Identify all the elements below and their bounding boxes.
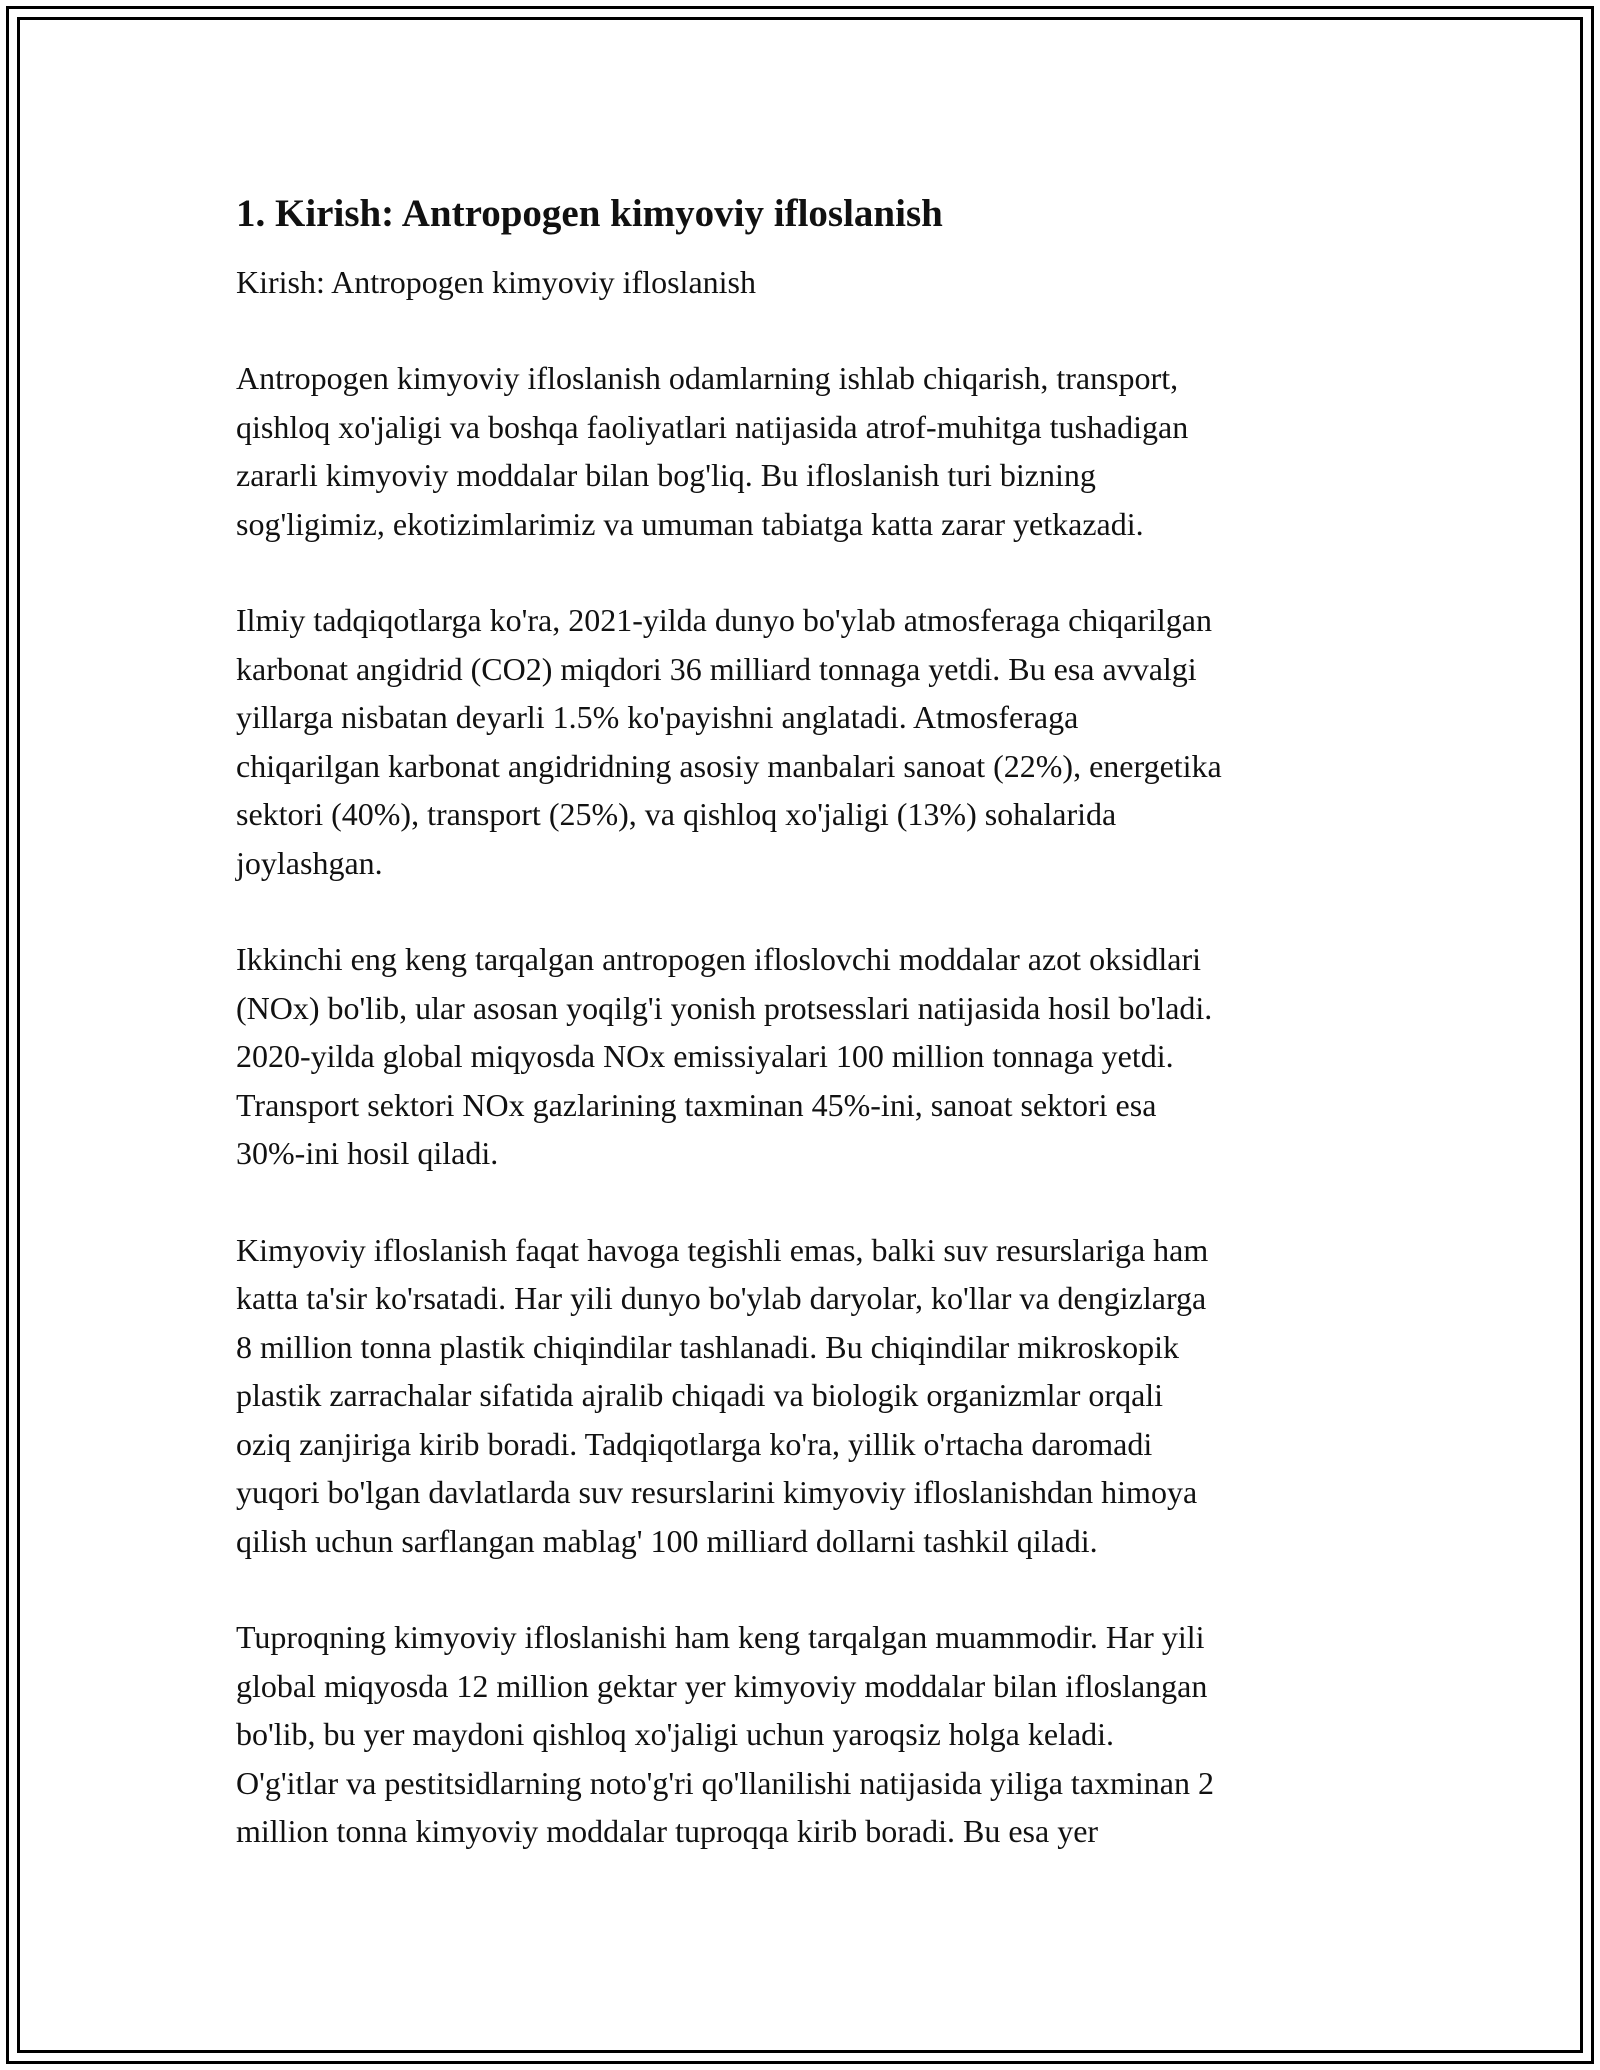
paragraph-line: zararli kimyoviy moddalar bilan bog'liq. Bu ifloslanish turi bizning	[236, 457, 1096, 493]
paragraph-line: Kimyoviy ifloslanish faqat havoga tegishli emas, balki suv resurslariga ham	[236, 1231, 1209, 1268]
paragraph-line: chiqarilgan karbonat angidridning asosiy manbalari sanoat (22%), energetika	[236, 747, 1222, 784]
paragraph-line: global miqyosda 12 million gektar yer kimyoviy moddalar bilan ifloslangan	[236, 1667, 1208, 1704]
paragraph-line: joylashgan.	[236, 844, 383, 881]
paragraph-1	[236, 354, 1376, 548]
paragraph-2	[236, 596, 1376, 887]
paragraph-line: Tuproqning kimyoviy ifloslanishi ham keng tarqalgan muammodir. Har yili	[236, 1619, 1205, 1655]
paragraph-line: Ilmiy tadqiqotlarga ko'ra, 2021-yilda dunyo bo'ylab atmosferaga chiqarilgan	[236, 602, 1212, 638]
paragraph-line: 30%-ini hosil qiladi.	[236, 1135, 499, 1171]
paragraph-line: oziq zanjiriga kirib boradi. Tadqiqotlarga ko'ra, yillik o'rtacha daromadi	[236, 1425, 1153, 1462]
paragraph-line: plastik zarrachalar sifatida ajralib chiqadi va biologik organizmlar orqali	[236, 1377, 1164, 1413]
paragraph-line: O'g'itlar va pestitsidlarning noto'g'ri qo'llanilishi natijasida yiliga taxminan 2	[236, 1764, 1214, 1801]
paragraph-line: sektori (40%), transport (25%), va qishloq xo'jaligi (13%) sohalarida	[236, 796, 1117, 832]
paragraph-line: 8 million tonna plastik chiqindilar tashlanadi. Bu chiqindilar mikroskopik	[236, 1328, 1179, 1365]
paragraph-5	[236, 1613, 1376, 1856]
paragraph-4	[236, 1226, 1376, 1566]
paragraph-line: qishloq xo'jaligi va boshqa faoliyatlari natijasida atrof-muhitga tushadigan	[236, 408, 1189, 445]
section-subtitle: Kirish: Antropogen kimyoviy ifloslanish	[236, 264, 756, 300]
paragraph-line: qilish uchun sarflangan mablag' 100 milliard dollarni tashkil qiladi.	[236, 1522, 1098, 1559]
section-heading: 1. Kirish: Antropogen kimyoviy ifloslanish	[236, 192, 943, 235]
paragraph-line: Antropogen kimyoviy ifloslanish odamlarning ishlab chiqarish, transport,	[236, 360, 1179, 396]
paragraph-line: yuqori bo'lgan davlatlarda suv resurslarini kimyoviy ifloslanishdan himoya	[236, 1474, 1198, 1510]
document-page	[236, 186, 1376, 1856]
paragraph-line: yillarga nisbatan deyarli 1.5% ko'payishni anglatadi. Atmosferaga	[236, 699, 1079, 735]
paragraph-line: (NOx) bo'lib, ular asosan yoqilg'i yonish protsesslari natijasida hosil bo'ladi.	[236, 989, 1213, 1026]
paragraph-line: million tonna kimyoviy moddalar tuproqqa kirib boradi. Bu esa yer	[236, 1813, 1099, 1849]
paragraph-line: sog'ligimiz, ekotizimlarimiz va umuman tabiatga katta zarar yetkazadi.	[236, 505, 1144, 542]
paragraph-line: 2020-yilda global miqyosda NOx emissiyalari 100 million tonnaga yetdi.	[236, 1038, 1174, 1074]
paragraph-line: Transport sektori NOx gazlarining taxminan 45%-ini, sanoat sektori esa	[236, 1086, 1157, 1123]
paragraph-line: katta ta'sir ko'rsatadi. Har yili dunyo bo'ylab daryolar, ko'llar va dengizlarga	[236, 1280, 1207, 1316]
paragraph-line: Ikkinchi eng keng tarqalgan antropogen ifloslovchi moddalar azot oksidlari	[236, 941, 1202, 977]
paragraph-3	[236, 935, 1376, 1178]
paragraph-line: bo'lib, bu yer maydoni qishloq xo'jaligi uchun yaroqsiz holga keladi.	[236, 1716, 1115, 1752]
paragraph-line: karbonat angidrid (CO2) miqdori 36 milliard tonnaga yetdi. Bu esa avvalgi	[236, 650, 1197, 687]
